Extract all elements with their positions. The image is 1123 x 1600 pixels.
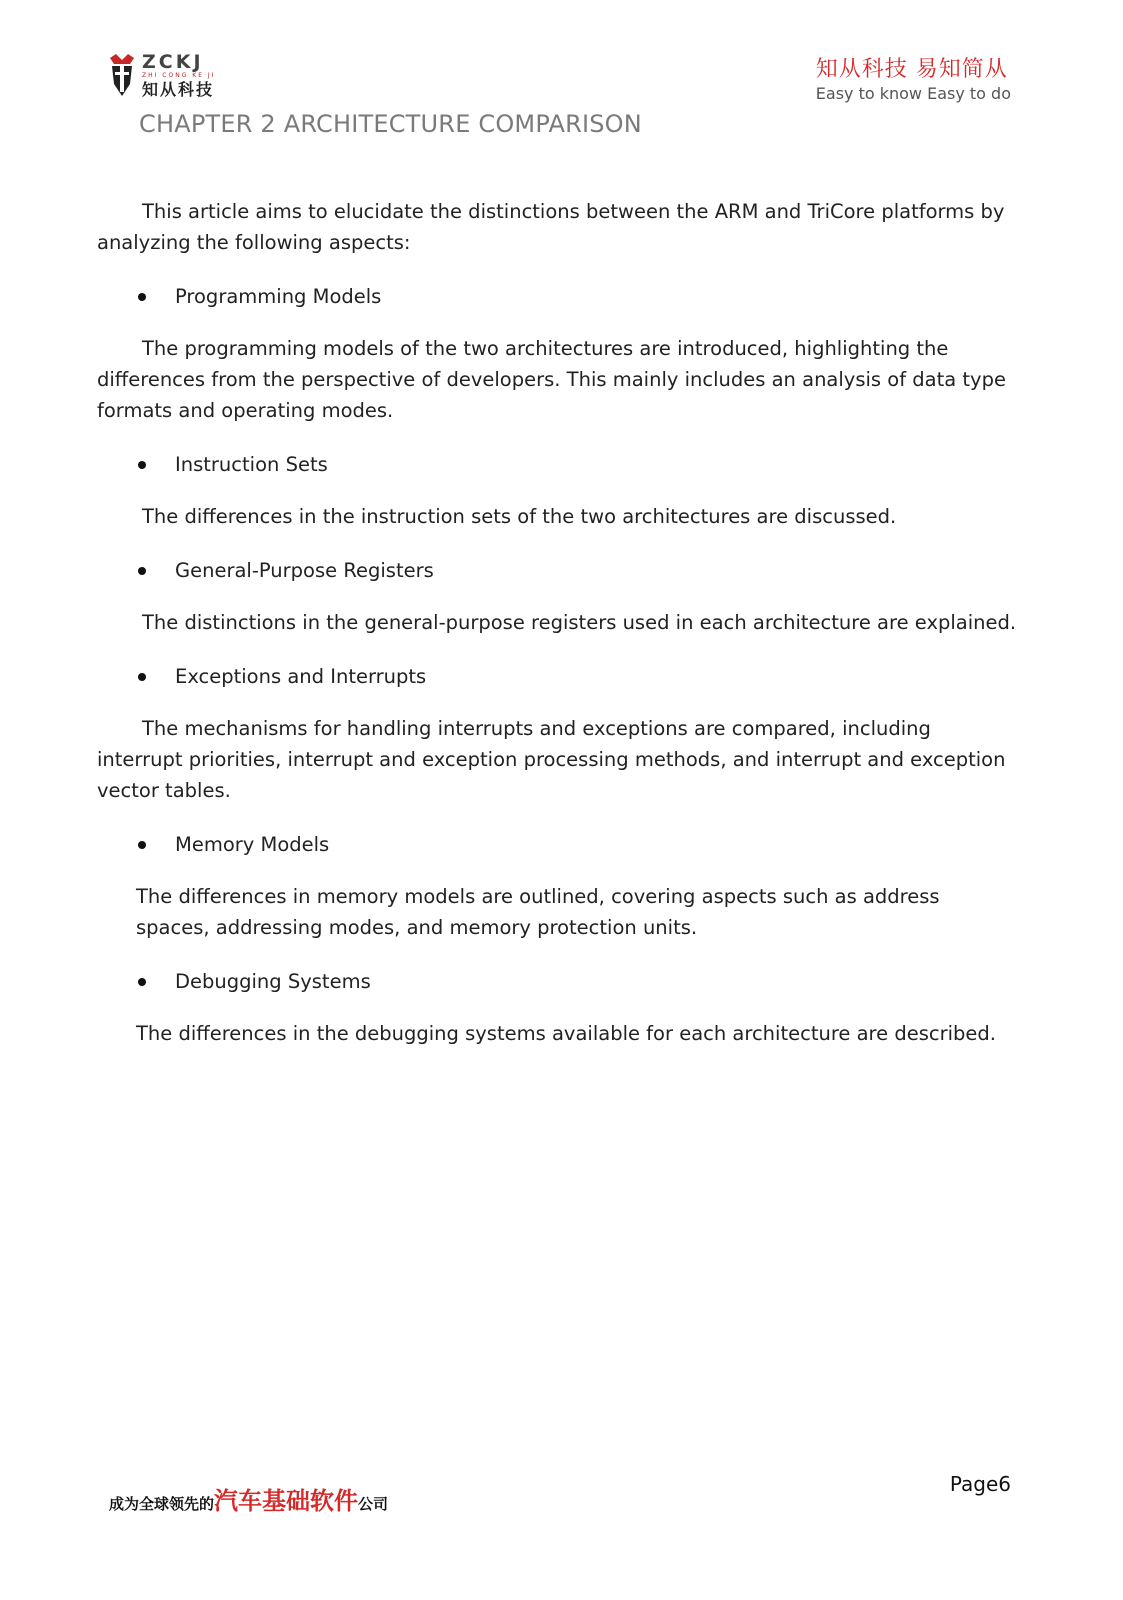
list-item bbox=[97, 281, 1017, 312]
list-item bbox=[97, 829, 1017, 860]
bullet-dot-icon bbox=[138, 841, 146, 849]
section-paragraph: The programming models of the two architectures are introduced, highlighting the differences from the perspective of developers. This mainly includes an analysis of data type formats and operating modes. bbox=[97, 337, 1006, 422]
slogan-cn: 知从科技 易知简从 bbox=[815, 57, 1008, 82]
section-paragraph: The mechanisms for handling interrupts and exceptions are compared, including interrupt priorities, interrupt and exception processing methods, and interrupt and exception vector tables. bbox=[97, 717, 1006, 802]
logo-name-cn: 知从科技 bbox=[142, 80, 215, 99]
list-item-heading: Memory Models bbox=[175, 833, 330, 856]
list-item bbox=[97, 661, 1017, 692]
bullet-dot-icon bbox=[138, 293, 146, 301]
section-paragraph: The differences in the instruction sets of the two architectures are discussed. bbox=[142, 505, 897, 528]
list-item bbox=[97, 555, 1017, 586]
logo-text bbox=[142, 52, 215, 100]
header-slogan bbox=[816, 56, 1011, 104]
intro-paragraph: This article aims to elucidate the distinctions between the ARM and TriCore platforms by analyzing the following aspects: bbox=[97, 200, 1005, 254]
list-item-heading: Programming Models bbox=[175, 285, 382, 308]
section-paragraph: The distinctions in the general-purpose registers used in each architecture are explained. bbox=[142, 611, 1017, 634]
list-item-heading: Instruction Sets bbox=[175, 453, 328, 476]
chapter-title: CHAPTER 2 ARCHITECTURE COMPARISON bbox=[139, 110, 642, 138]
section-paragraph: The differences in the debugging systems available for each architecture are described. bbox=[136, 1022, 996, 1045]
list-item bbox=[97, 449, 1017, 480]
bullet-dot-icon bbox=[138, 567, 146, 575]
slogan-en: Easy to know Easy to do bbox=[815, 84, 1011, 103]
company-logo bbox=[108, 52, 238, 100]
bullet-dot-icon bbox=[138, 673, 146, 681]
footer-suffix: 公司 bbox=[358, 1495, 389, 1513]
section-paragraph: The differences in memory models are outlined, covering aspects such as address spaces, addressing modes, and memory protection units. bbox=[136, 885, 940, 939]
list-item-heading: Exceptions and Interrupts bbox=[175, 665, 427, 688]
bullet-dot-icon bbox=[138, 978, 146, 986]
list-item bbox=[97, 966, 1017, 997]
logo-emblem-icon bbox=[108, 54, 136, 98]
page-number: Page6 bbox=[949, 1472, 1011, 1496]
list-item-heading: Debugging Systems bbox=[175, 970, 371, 993]
logo-abbr: ZCKJ bbox=[142, 51, 204, 73]
list-item-heading: General-Purpose Registers bbox=[175, 559, 434, 582]
footer-prefix: 成为全球领先的 bbox=[109, 1495, 215, 1513]
body-content bbox=[97, 196, 1017, 1072]
bullet-dot-icon bbox=[138, 461, 146, 469]
logo-pinyin: ZHI CONG KE JI bbox=[142, 72, 216, 79]
footer-tagline bbox=[109, 1481, 388, 1516]
footer-highlight: 汽车基础软件 bbox=[214, 1487, 359, 1515]
